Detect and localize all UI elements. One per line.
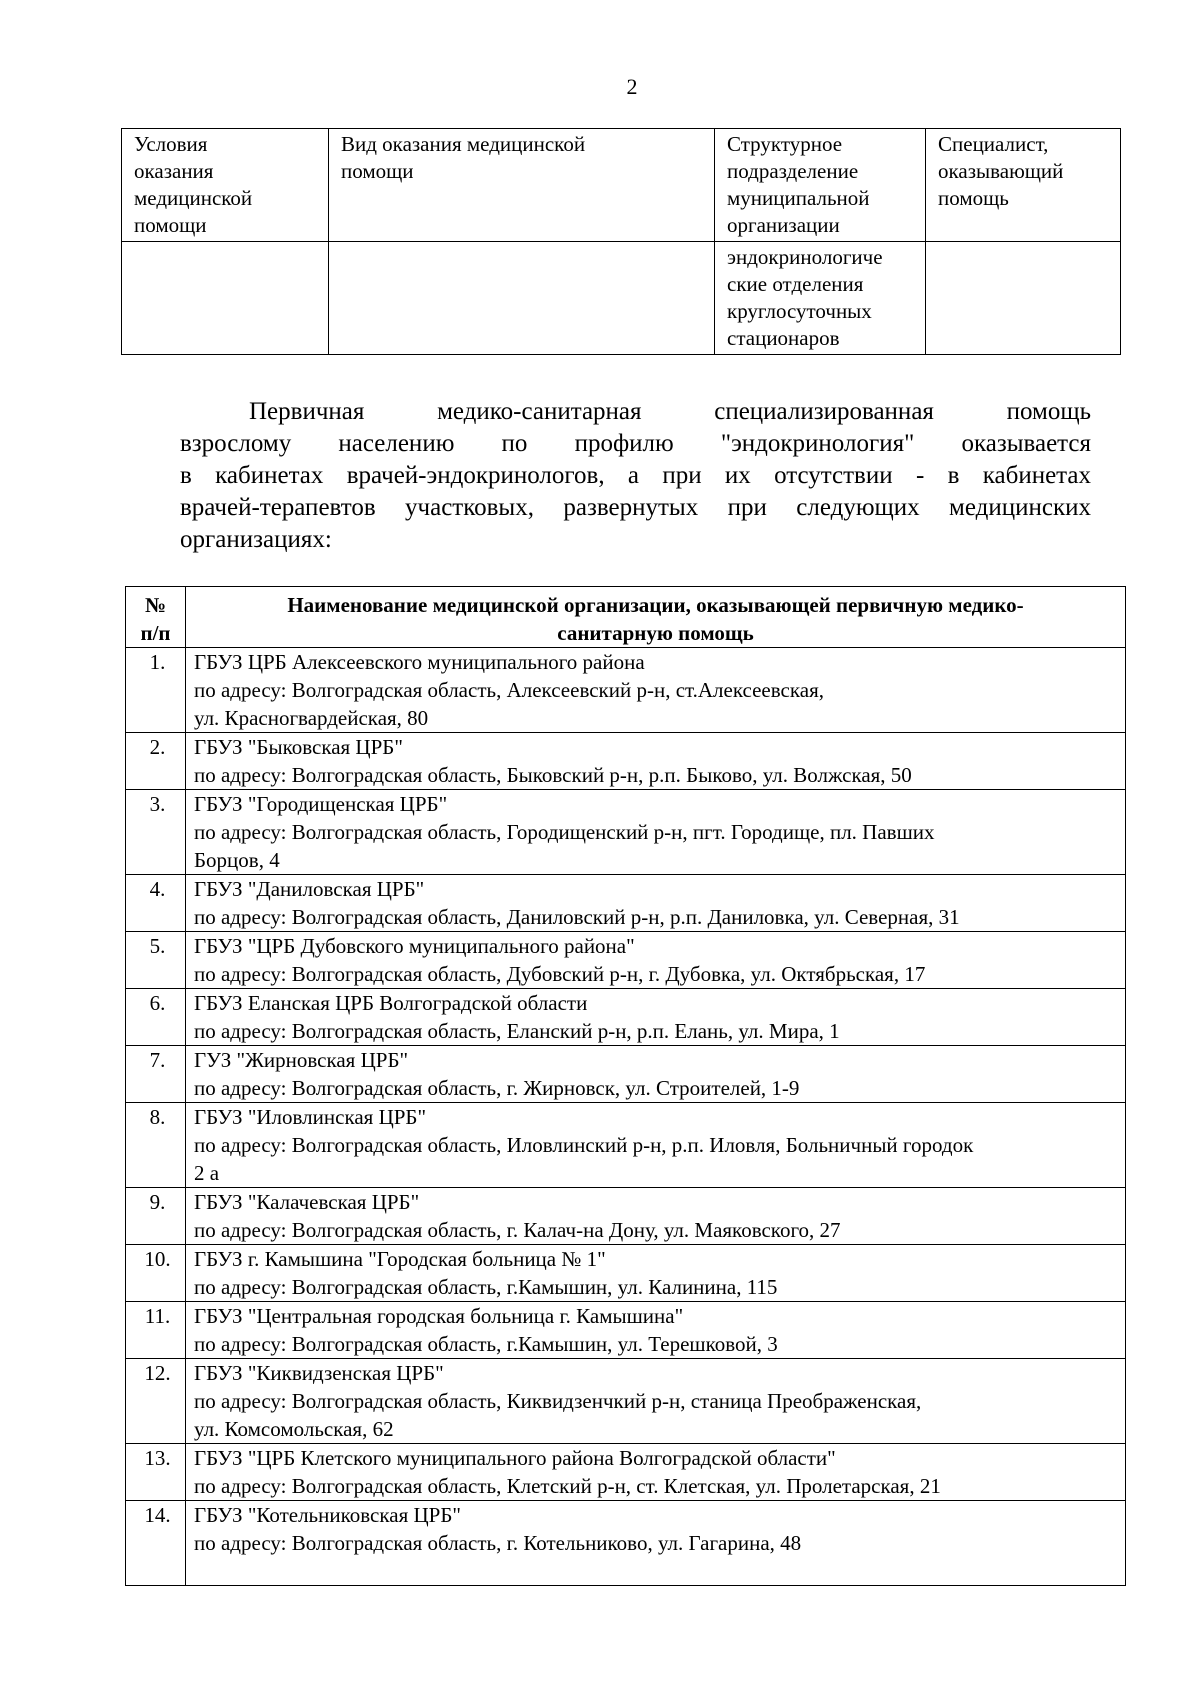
cell-line: организации [727,213,840,237]
organization-cell [186,875,1126,932]
organization-name: ГБУЗ Еланская ЦРБ Волгоградской области [194,991,588,1015]
table-row [126,989,1126,1046]
body-paragraph [180,396,1091,556]
header-cell-conditions [122,129,329,242]
paragraph-line: врачей-терапевтов участковых, развернутых при следующих медицинских [180,494,1091,521]
organization-cell [186,932,1126,989]
table-row [126,1444,1126,1501]
row-number: 6. [126,989,186,1046]
table-row [126,1103,1126,1188]
table-row [126,790,1126,875]
organization-cell [186,1444,1126,1501]
header-cell-structural-unit [715,129,926,242]
organization-name: ГБУЗ "ЦРБ Клетского муниципального района Волгоградской области" [194,1446,836,1470]
cell-line: помощи [341,159,414,183]
organization-cell [186,989,1126,1046]
row-number: 10. [126,1245,186,1302]
header-cell-care-type [329,129,715,242]
row-number: 11. [126,1302,186,1359]
organization-rows [126,648,1126,1586]
organization-address: ул. Красногвардейская, 80 [194,706,429,730]
paragraph-line: в кабинетах врачей-эндокринологов, а при их отсутствии - в кабинетах [180,462,1091,489]
organization-name: ГБУЗ "ЦРБ Дубовского муниципального района" [194,934,635,958]
organization-address: по адресу: Волгоградская область, Быковский р-н, р.п. Быково, ул. Волжская, 50 [194,763,912,787]
cell-line: круглосуточных [727,299,872,323]
paragraph-line: взрослому населению по профилю "эндокринология" оказывается [180,430,1091,457]
organization-name: ГБУЗ "Киквидзенская ЦРБ" [194,1361,444,1385]
organization-address: по адресу: Волгоградская область, г.Камышин, ул. Терешковой, 3 [194,1332,778,1356]
organization-cell [186,1359,1126,1444]
table-cell [122,242,329,355]
organization-address: по адресу: Волгоградская область, Даниловский р-н, р.п. Даниловка, ул. Северная, 31 [194,905,960,929]
organization-address: по адресу: Волгоградская область, Еланский р-н, р.п. Елань, ул. Мира, 1 [194,1019,840,1043]
cell-line: санитарную помощь [557,621,754,645]
organization-name: ГБУЗ г. Камышина "Городская больница № 1" [194,1247,606,1271]
header-cell-specialist [926,129,1121,242]
table-row [122,242,1121,355]
organization-address: Борцов, 4 [194,848,280,872]
cell-line: Специалист, [938,132,1049,156]
table-row [126,1046,1126,1103]
organization-cell [186,1046,1126,1103]
organization-address: по адресу: Волгоградская область, Иловлинский р-н, р.п. Иловля, Больничный городок [194,1133,974,1157]
cell-line: оказывающий [938,159,1064,183]
organization-address: по адресу: Волгоградская область, Городищенский р-н, пгт. Городище, пл. Павших [194,820,935,844]
organization-cell [186,1501,1126,1586]
organization-cell [186,1188,1126,1245]
medical-organizations-table [125,586,1126,1586]
table-row [126,1245,1126,1302]
organization-name: ГБУЗ ЦРБ Алексеевского муниципального района [194,650,645,674]
cell-line: стационаров [727,326,840,350]
organization-address: по адресу: Волгоградская область, Киквидзенчкий р-н, станица Преображенская, [194,1389,922,1413]
organization-cell [186,648,1126,733]
organization-address: по адресу: Волгоградская область, г. Котельниково, ул. Гагарина, 48 [194,1531,802,1555]
organization-address: по адресу: Волгоградская область, г. Калач-на Дону, ул. Маяковского, 27 [194,1218,841,1242]
organization-address: по адресу: Волгоградская область, Клетский р-н, ст. Клетская, ул. Пролетарская, 21 [194,1474,941,1498]
care-conditions-table [121,128,1121,355]
organization-address: ул. Комсомольская, 62 [194,1417,394,1441]
cell-line: эндокринологиче [727,245,883,269]
cell-line: Условия [134,132,208,156]
cell-line: п/п [140,621,171,645]
page-number: 2 [626,74,638,99]
table-cell [329,242,715,355]
organization-name: ГБУЗ "Центральная городская больница г. Камышина" [194,1304,684,1328]
table-row [126,932,1126,989]
organization-cell [186,1302,1126,1359]
table-row [126,1188,1126,1245]
row-number: 9. [126,1188,186,1245]
row-number: 8. [126,1103,186,1188]
table-row [126,648,1126,733]
organization-name: ГБУЗ "Калачевская ЦРБ" [194,1190,420,1214]
organization-name: ГБУЗ "Иловлинская ЦРБ" [194,1105,427,1129]
organization-name: ГБУЗ "Быковская ЦРБ" [194,735,403,759]
table-header-row [126,587,1126,648]
row-number: 13. [126,1444,186,1501]
organization-address: по адресу: Волгоградская область, г. Жирновск, ул. Строителей, 1-9 [194,1076,800,1100]
organization-address: по адресу: Волгоградская область, Алексеевский р-н, ст.Алексеевская, [194,678,824,702]
cell-line: медицинской [134,186,253,210]
cell-line: помощи [134,213,207,237]
row-number: 12. [126,1359,186,1444]
organization-name: ГБУЗ "Даниловская ЦРБ" [194,877,425,901]
organization-address: 2 а [194,1161,220,1185]
row-number: 7. [126,1046,186,1103]
table-row [126,1501,1126,1586]
header-cell-number [126,587,186,648]
cell-line: Вид оказания медицинской [341,132,586,156]
cell-line: № [144,593,167,617]
cell-line: помощь [938,186,1009,210]
cell-line: подразделение [727,159,859,183]
organization-cell [186,733,1126,790]
cell-line: Структурное [727,132,843,156]
table-row [126,1302,1126,1359]
table-row [126,1359,1126,1444]
table-cell [926,242,1121,355]
organization-name: ГБУЗ "Городищенская ЦРБ" [194,792,448,816]
organization-name: ГУЗ "Жирновская ЦРБ" [194,1048,409,1072]
header-cell-organization-name [186,587,1126,648]
organization-address: по адресу: Волгоградская область, Дубовский р-н, г. Дубовка, ул. Октябрьская, 17 [194,962,926,986]
cell-line: Наименование медицинской организации, оказывающей первичную медико- [287,593,1024,617]
table-row [126,875,1126,932]
cell-line: ские отделения [727,272,864,296]
cell-line: оказания [134,159,214,183]
paragraph-line: Первичная медико-санитарная специализированная помощь [249,398,1091,425]
row-number: 14. [126,1501,186,1586]
organization-cell [186,1245,1126,1302]
row-number: 4. [126,875,186,932]
organization-cell [186,1103,1126,1188]
table-row [126,733,1126,790]
cell-line: муниципальной [727,186,870,210]
paragraph-line: организациях: [180,526,332,553]
organization-address: по адресу: Волгоградская область, г.Камышин, ул. Калинина, 115 [194,1275,778,1299]
row-number: 5. [126,932,186,989]
row-number: 1. [126,648,186,733]
organization-name: ГБУЗ "Котельниковская ЦРБ" [194,1503,461,1527]
row-number: 2. [126,733,186,790]
organization-cell [186,790,1126,875]
table-cell [715,242,926,355]
row-number: 3. [126,790,186,875]
table-header-row [122,129,1121,242]
